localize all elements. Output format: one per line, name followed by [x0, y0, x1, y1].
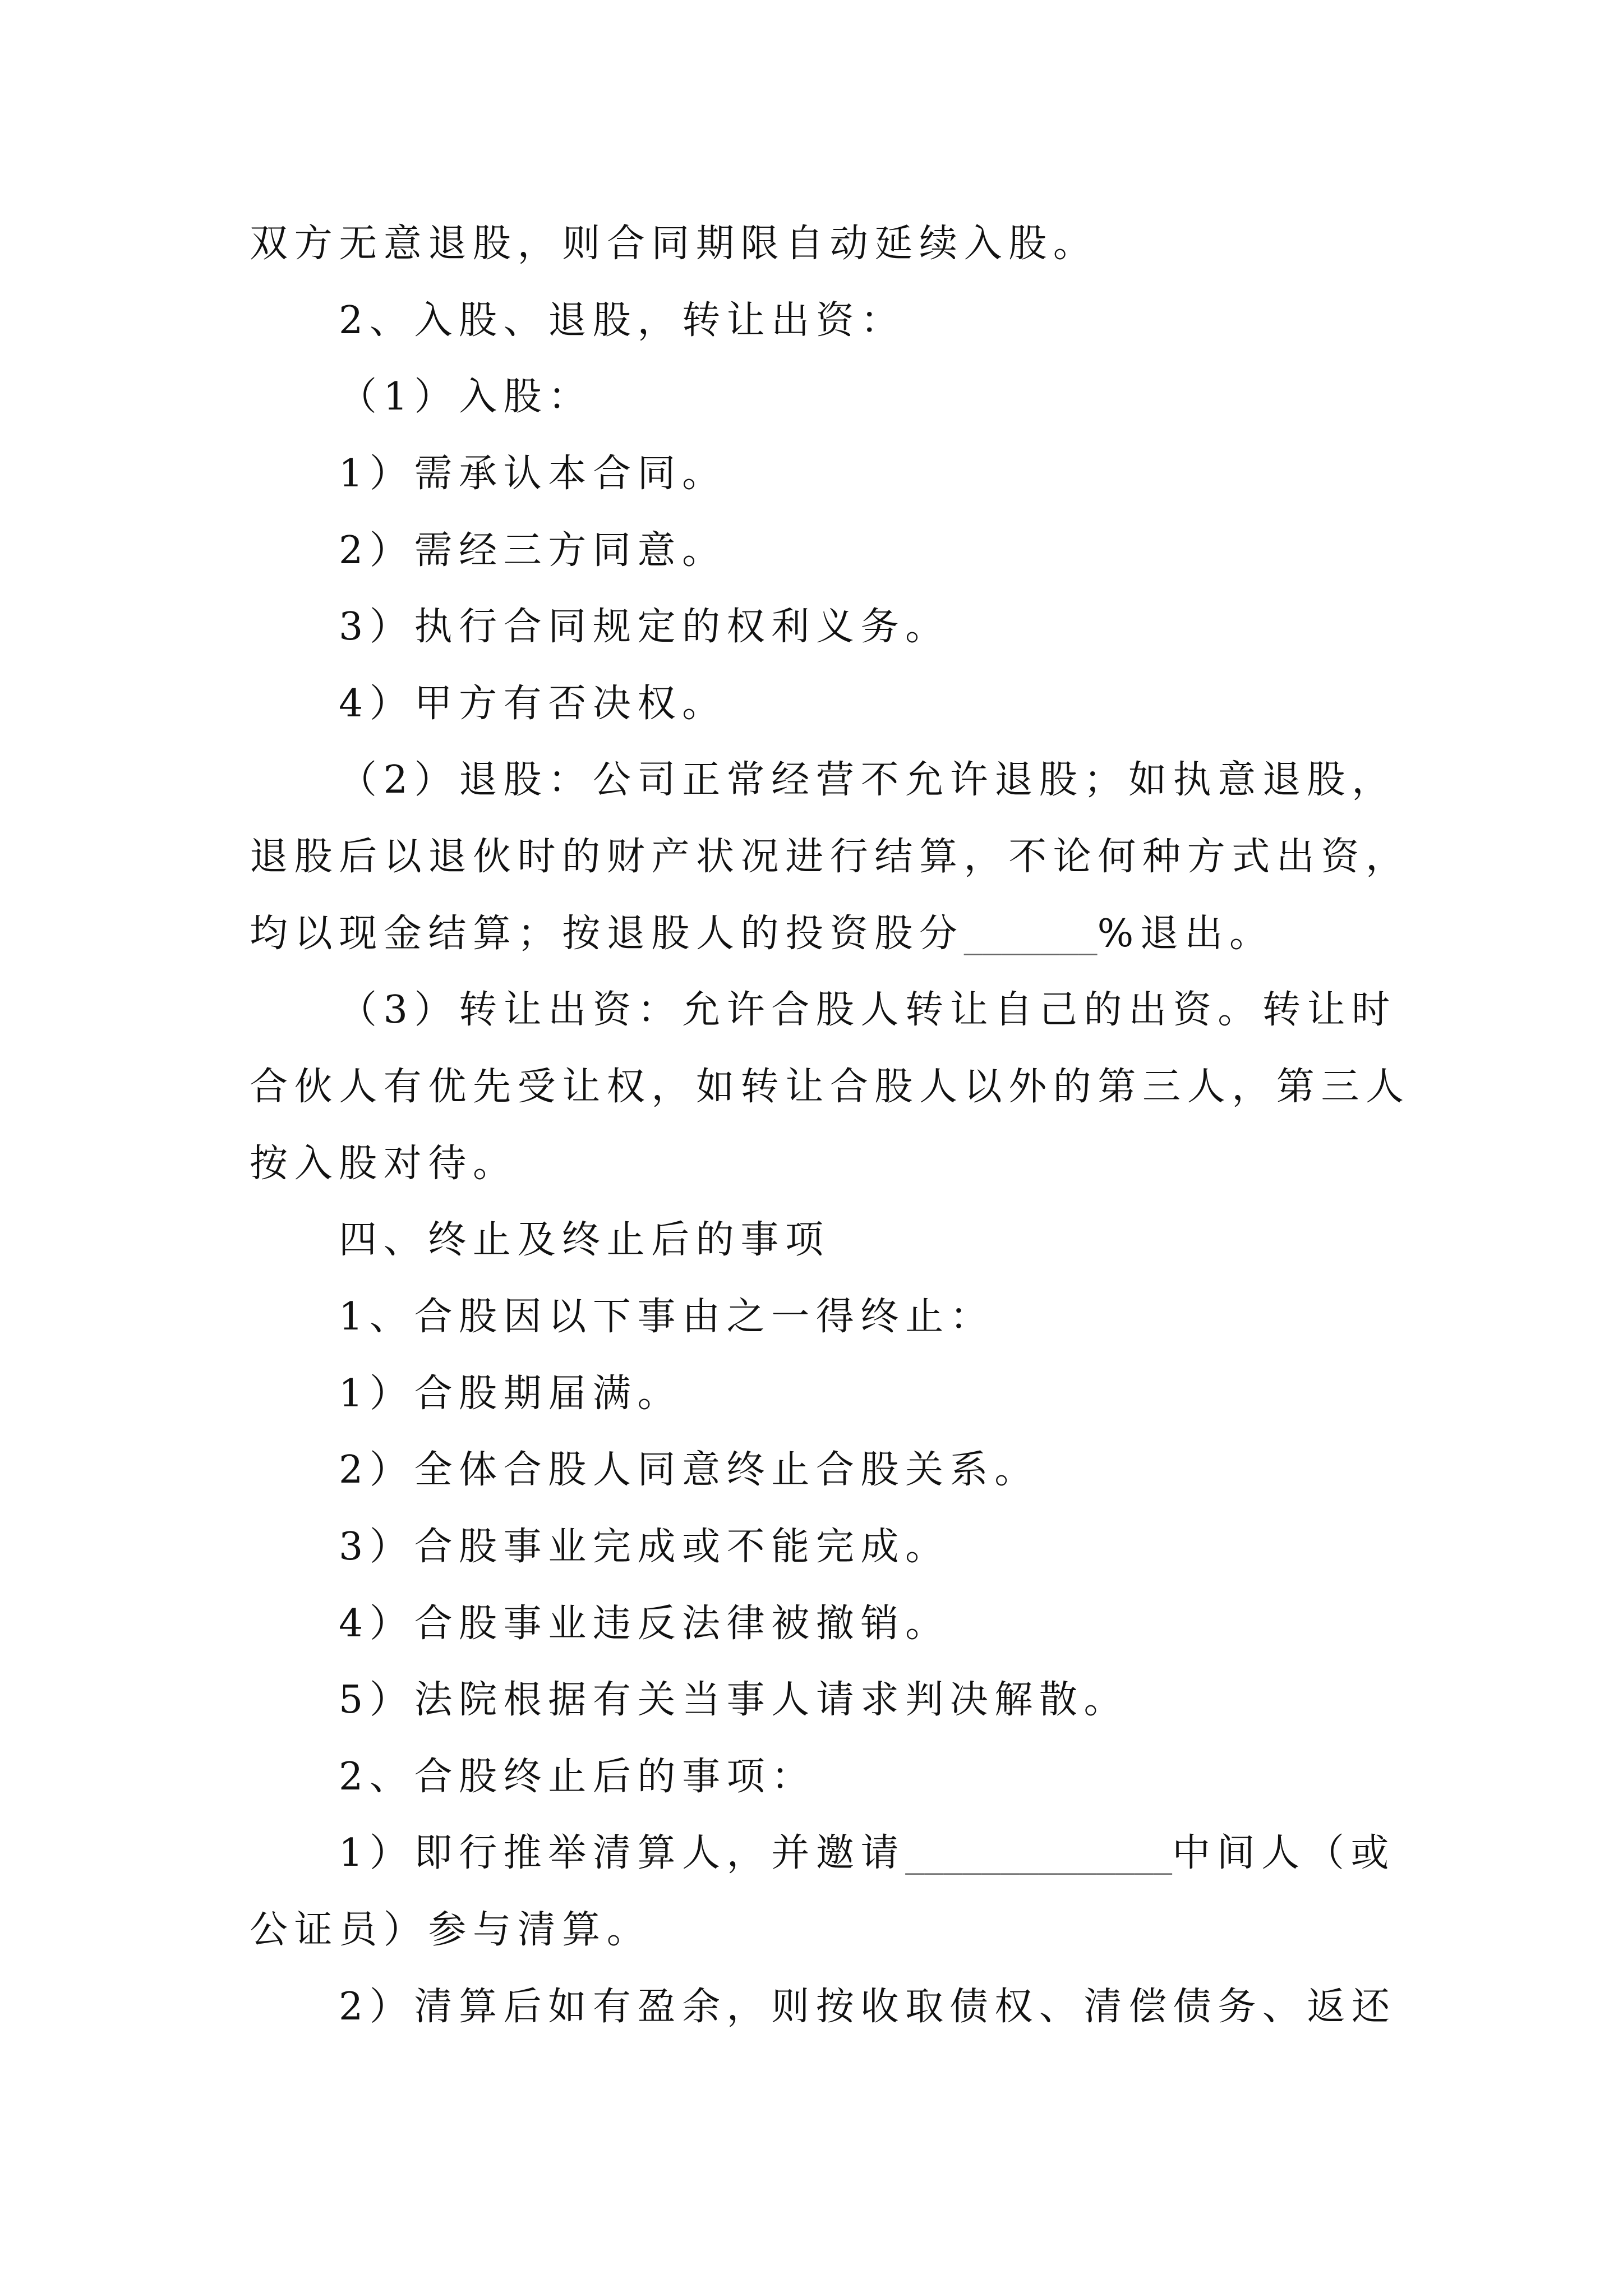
text-line: 退股后以退伙时的财产状况进行结算，不论何种方式出资，	[250, 835, 1410, 880]
text-line: 公证员）参与清算。	[250, 1908, 652, 1953]
paragraph	[250, 1356, 1438, 1433]
text-line: 1）合股期届满。	[339, 1371, 683, 1416]
paragraph	[250, 742, 1438, 972]
paragraph	[250, 1815, 1438, 1968]
text-line: （3）转让出资：允许合股人转让自己的出资。转让时	[339, 988, 1396, 1033]
paragraph	[250, 1969, 1438, 2046]
text-line: 5）法院根据有关当事人请求判决解散。	[339, 1678, 1129, 1723]
text-line: 2、入股、退股，转让出资：	[339, 298, 906, 343]
section-heading	[250, 1202, 1438, 1279]
paragraph	[250, 666, 1438, 743]
text-line: 2）全体合股人同意终止合股关系。	[339, 1448, 1039, 1493]
line-text-after-blank: %退出。	[1097, 911, 1274, 956]
text-line	[250, 896, 1438, 973]
text-line: 2）需经三方同意。	[339, 528, 727, 573]
paragraph	[250, 1586, 1438, 1663]
text-line: 1、合股因以下事由之一得终止：	[339, 1294, 995, 1339]
document-body	[250, 206, 1438, 2045]
continued-text-line: 双方无意退股，则合同期限自动延续入股。	[250, 222, 1098, 266]
text-line: （1）入股：	[339, 375, 593, 420]
text-line: 2）清算后如有盈余，则按收取债权、清偿债务、返还	[339, 1984, 1396, 2029]
fill-in-blank: _______	[963, 911, 1098, 956]
paragraph	[250, 1279, 1438, 1356]
text-line: 3）合股事业完成或不能完成。	[339, 1524, 950, 1569]
line-text-after-blank: 中间人（或	[1172, 1831, 1396, 1876]
paragraph	[250, 359, 1438, 436]
fill-in-blank: ______________	[905, 1831, 1173, 1876]
paragraph	[250, 589, 1438, 666]
paragraph	[250, 972, 1438, 1202]
text-line: 四、终止及终止后的事项	[339, 1218, 830, 1263]
paragraph	[250, 436, 1438, 513]
text-line: 4）甲方有否决权。	[339, 681, 727, 726]
paragraph	[250, 513, 1438, 590]
text-line: 合伙人有优先受让权，如转让合股人以外的第三人，第三人	[250, 1065, 1410, 1110]
line-text-before-blank: 1）即行推举清算人，并邀请	[339, 1831, 906, 1876]
paragraph	[250, 1739, 1438, 1816]
text-line: （2）退股：公司正常经营不允许退股；如执意退股，	[339, 758, 1396, 803]
text-line: 2、合股终止后的事项：	[339, 1754, 816, 1799]
text-line: 1）需承认本合同。	[339, 451, 727, 496]
text-line: 4）合股事业违反法律被撤销。	[339, 1601, 950, 1646]
paragraph	[250, 283, 1438, 360]
paragraph	[250, 1509, 1438, 1586]
paragraph	[250, 1662, 1438, 1739]
line-text-before-blank: 均以现金结算；按退股人的投资股分	[250, 911, 964, 956]
paragraph	[250, 1432, 1438, 1509]
text-line: 按入股对待。	[250, 1141, 518, 1186]
text-line: 3）执行合同规定的权利义务。	[339, 605, 950, 650]
text-line	[250, 1815, 1438, 1892]
